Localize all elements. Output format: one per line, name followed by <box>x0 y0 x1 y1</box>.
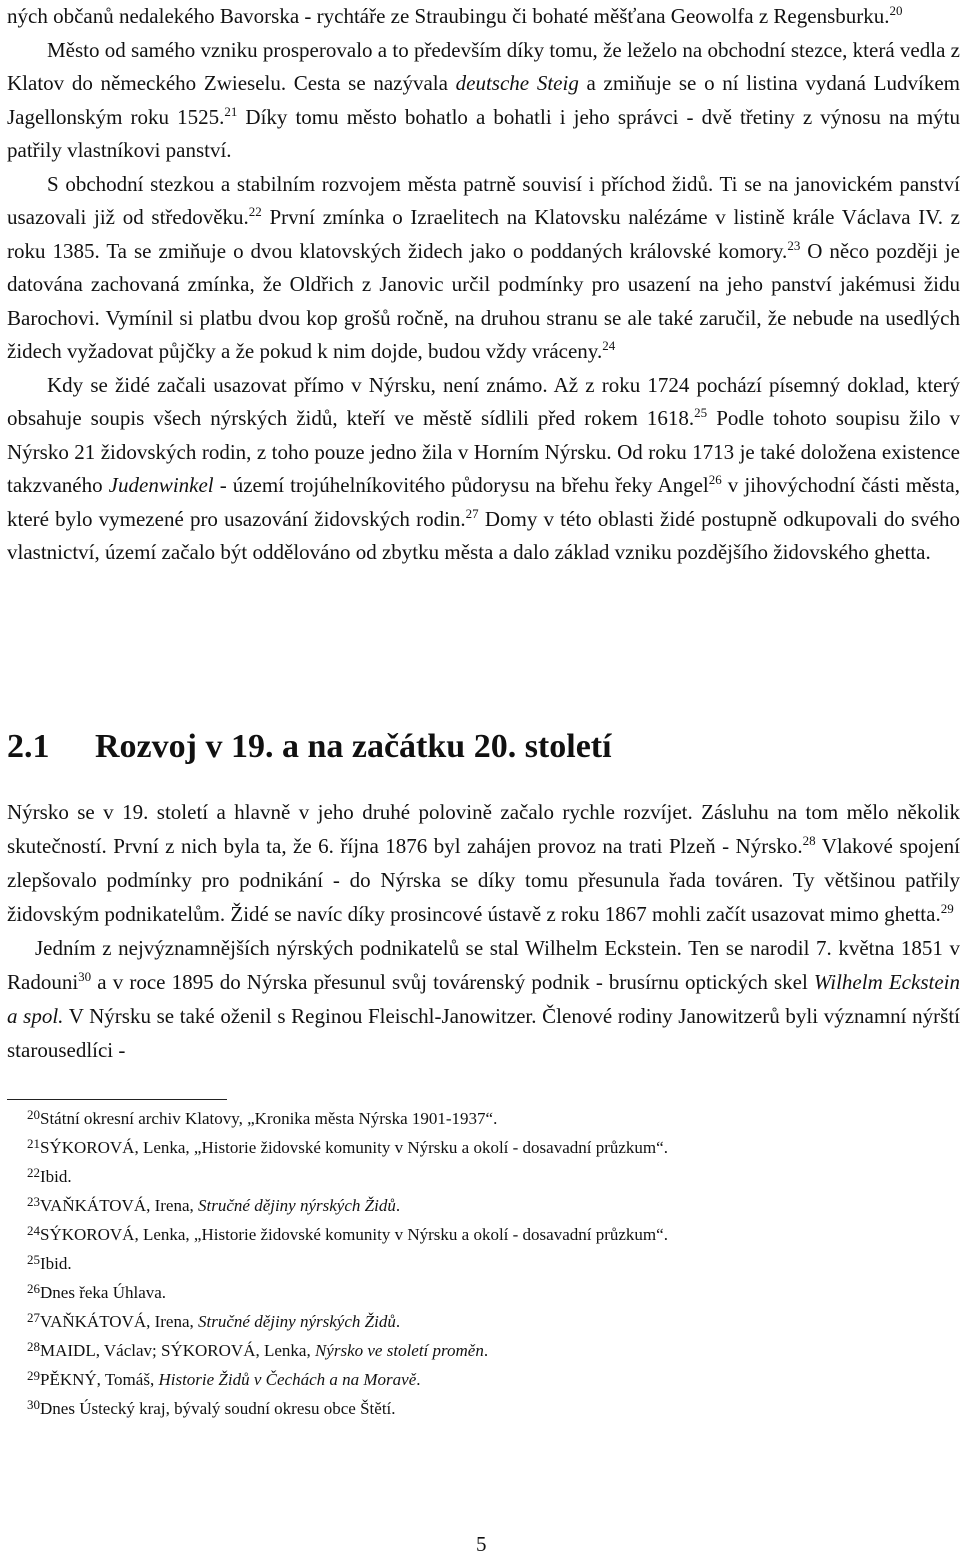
footnote-text: VAŇKÁTOVÁ, Irena, <box>40 1196 199 1215</box>
paragraph-text: Jedním z nejvýznamnějších nýrských podnikatelů se stal Wilhelm Eckstein. Ten se narodil 7. května 1851 v Radouni <box>7 936 960 994</box>
section-title: Rozvoj v 19. a na začátku 20. století <box>95 728 612 765</box>
body-text <box>7 0 960 570</box>
footnote-ref: 20 <box>889 3 903 18</box>
footnote-text: VAŇKÁTOVÁ, Irena, <box>40 1312 199 1331</box>
paragraph-text: Kdy se židé začali usazovat přímo v Nýrsku, není známo. Až z roku 1724 pochází písemný doklad, který obsahuje soupis všech nýrských židů, kteří ve městě sídlili před rokem 1618. <box>7 372 960 430</box>
paragraph-text: Domy v této oblasti židé postupně odkupovali do svého vlastnictví, území začalo být oddělováno od zbytku města a dalo základ vzniku pozdějšího židovského ghetta. <box>7 506 960 564</box>
footnote-italic: Stručné dějiny nýrských Židů <box>198 1196 396 1215</box>
footnote-tail: . <box>395 1196 401 1215</box>
italic-term: Judenwinkel <box>108 473 214 497</box>
footnote-number: 23 <box>27 1194 40 1209</box>
footnote-number: 21 <box>27 1136 40 1151</box>
paragraph-2 <box>7 34 960 168</box>
footnote-number: 22 <box>27 1165 40 1180</box>
paragraph-text: Podle tohoto soupisu žilo v Nýrsko 21 židovských rodin, z toho pouze jedno žila v Horním Nýrsku. Od roku 1713 je také doložena existence takzvaného <box>7 406 960 497</box>
section-number: 2.1 <box>7 728 50 765</box>
paragraph-text: v jihovýchodní části města, které bylo vymezené pro usazování židovských rodin. <box>7 473 960 531</box>
footnote <box>7 1249 947 1278</box>
footnote <box>7 1394 947 1423</box>
paragraph-text: S obchodní stezkou a stabilním rozvojem města patrně souvisí i příchod židů. Ti se na janovickém panství usazovali již od středověku. <box>7 171 960 229</box>
footnote-ref: 24 <box>602 338 616 353</box>
paragraph-text: První zmínka o Izraelitech na Klatovsku nalézáme v listině krále Václava IV. z roku 1385. Ta se zmiňuje o dvou klatovských židech jako o poddaných královské komory. <box>7 205 960 263</box>
footnote <box>7 1220 947 1249</box>
footnote-text: Ibid. <box>40 1167 72 1186</box>
paragraph-text: Nýrsko se v 19. století a hlavně v jeho druhé polovině začalo rychle rozvíjet. Zásluhu na tom mělo několik skutečností. První z nich byla ta, že 6. října 1876 byl zahájen provoz na trati Plzeň - Nýrsko. <box>7 800 960 858</box>
footnote-number: 20 <box>27 1107 40 1122</box>
paragraph-6 <box>7 931 960 1067</box>
page-number: 5 <box>476 1532 487 1556</box>
section-body <box>7 795 960 1067</box>
footnote <box>7 1162 947 1191</box>
paragraph-text: O něco později je datována zachovaná zmínka, že Oldřich z Janovic určil podmínky pro usazení na jeho panství jakémusi židu Barochovi. Vymínil si platbu dvou kop grošů ročně, na druhou stranu se ale také zaručil, že nebude na usedlých židech vyžadovat půjčky a že pokud k nim dojde, budou vždy vráceny. <box>7 238 960 363</box>
footnote-text: Dnes Ústecký kraj, bývalý soudní okresu obce Štětí. <box>40 1399 396 1418</box>
footnote-ref: 25 <box>694 405 708 420</box>
footnote <box>7 1278 947 1307</box>
paragraph-text: Díky tomu město bohatlo a bohatli i jeho správci - dvě třetiny z výnosu na mýtu patřily vlastníkovi panství. <box>7 104 960 162</box>
italic-term: deutsche Steig <box>455 71 579 95</box>
footnote <box>7 1336 947 1365</box>
footnote-text: PĚKNÝ, Tomáš, <box>40 1370 159 1389</box>
footnote-ref: 28 <box>802 833 816 848</box>
footnote-tail: . <box>416 1370 421 1389</box>
footnote-ref: 22 <box>248 204 262 219</box>
footnote <box>7 1133 947 1162</box>
footnote <box>7 1104 947 1133</box>
footnote-tail: . <box>483 1341 489 1360</box>
paragraph-text: Město od samého vzniku prosperovalo a to především díky tomu, že leželo na obchodní stezce, která vedla z Klatov do německého Zwieselu. Cesta se nazývala <box>7 37 960 95</box>
footnote-number: 26 <box>27 1281 40 1296</box>
paragraph-text: V Nýrsku se také oženil s Reginou Fleischl-Janowitzer. Členové rodiny Janowitzerů byli významní nýrští starousedlíci - <box>7 1004 960 1062</box>
footnote <box>7 1191 947 1220</box>
paragraph-text: ných občanů nedalekého Bavorska - rychtáře ze Straubingu či bohaté měšťana Geowolfa z Regensburku. <box>7 4 890 28</box>
footnote <box>7 1307 947 1336</box>
section-heading <box>7 722 947 772</box>
footnote-text: Ibid. <box>40 1254 72 1273</box>
footnote-ref: 23 <box>787 237 801 253</box>
footnote <box>7 1365 947 1394</box>
paragraph-text: - území trojúhelníkovitého půdorysu na břehu řeky Angel <box>213 473 709 497</box>
footnote-number: 28 <box>27 1339 40 1354</box>
footnote-divider <box>7 1099 227 1100</box>
footnote-ref: 21 <box>224 103 238 119</box>
italic-term: Wilhelm Eckstein a spol. <box>7 970 960 1028</box>
footnote-ref: 30 <box>78 969 92 984</box>
footnote-number: 30 <box>27 1397 40 1412</box>
footnotes-list <box>7 1104 947 1423</box>
paragraph-5 <box>7 795 960 931</box>
footnote-ref: 26 <box>708 472 722 487</box>
paragraph-3 <box>7 168 960 369</box>
footnote-ref: 27 <box>465 505 479 521</box>
paragraph-1 <box>7 0 960 34</box>
footnote-ref: 29 <box>940 901 954 916</box>
footnote-number: 25 <box>27 1252 40 1267</box>
footnote-text: Dnes řeka Úhlava. <box>40 1283 167 1302</box>
footnote-number: 27 <box>27 1310 40 1325</box>
footnote-text: MAIDL, Václav; SÝKOROVÁ, Lenka, <box>40 1341 315 1360</box>
footnote-text: SÝKOROVÁ, Lenka, „Historie židovské komunity v Nýrsku a okolí - dosavadní průzkum“. <box>40 1225 668 1244</box>
footnote-number: 24 <box>27 1223 40 1238</box>
footnote-italic: Nýrsko ve století proměn <box>314 1341 484 1360</box>
paragraph-text: Vlakové spojení zlepšovalo podmínky pro podnikání - do Nýrska se díky tomu přesunula řada továren. Ty většinou patřily židovským podnikatelům. Židé se navíc díky prosincové ústavě z roku 1867 mohli začít usazovat mimo ghetta. <box>7 834 960 926</box>
footnote-italic: Historie Židů v Čechách a na Moravě <box>158 1370 417 1389</box>
footnote-text: SÝKOROVÁ, Lenka, „Historie židovské komunity v Nýrsku a okolí - dosavadní průzkum“. <box>40 1138 668 1157</box>
footnote-italic: Stručné dějiny nýrských Židů <box>198 1312 396 1331</box>
footnote-tail: . <box>395 1312 401 1331</box>
paragraph-text: a v roce 1895 do Nýrska přesunul svůj továrenský podnik - brusírnu optických skel <box>91 970 814 994</box>
paragraph-text: a zmiňuje se o ní listina vydaná Ludvíkem Jagellonským roku 1525. <box>7 71 960 129</box>
footnote-text: Státní okresní archiv Klatovy, „Kronika města Nýrska 1901-1937“. <box>40 1109 498 1128</box>
footnote-number: 29 <box>27 1368 40 1383</box>
paragraph-4 <box>7 369 960 570</box>
